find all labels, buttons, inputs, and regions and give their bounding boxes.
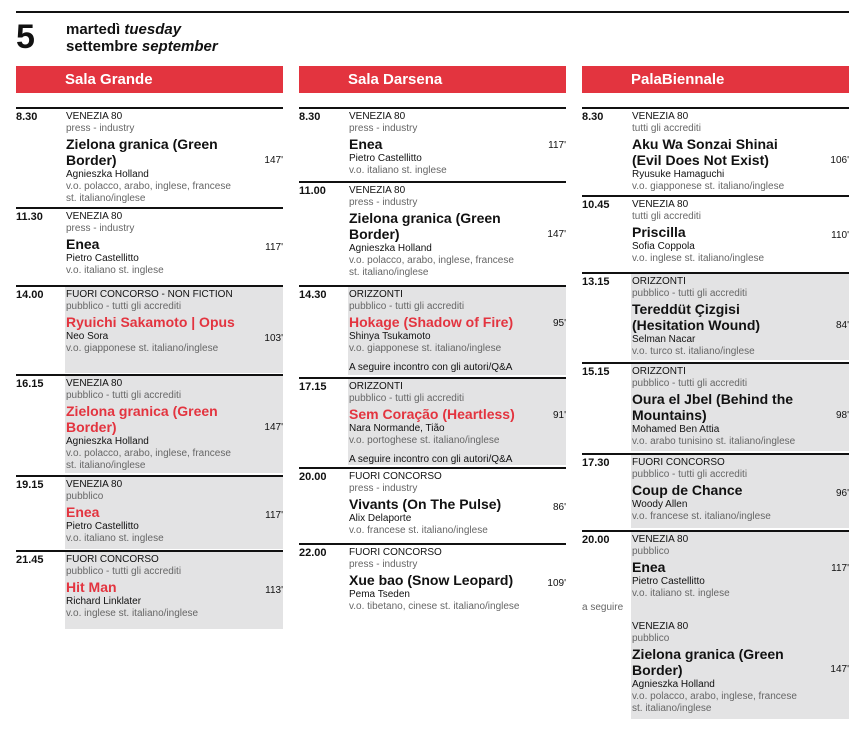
section-label: ORIZZONTI bbox=[349, 381, 403, 392]
qa-note: A seguire incontro con gli autori/Q&A bbox=[349, 362, 513, 373]
duration: 117' bbox=[265, 510, 283, 521]
subtitle-info: st. italiano/inglese bbox=[349, 267, 429, 278]
film-title: Enea bbox=[66, 504, 100, 520]
screening-time: 11.30 bbox=[16, 211, 43, 223]
access-label: press - industry bbox=[66, 223, 135, 234]
duration: 117' bbox=[831, 563, 849, 574]
section-label: VENEZIA 80 bbox=[632, 199, 689, 210]
screening-time: 14.00 bbox=[16, 289, 44, 301]
access-label: press - industry bbox=[349, 483, 418, 494]
language-info: v.o. giapponese st. italiano/inglese bbox=[632, 181, 785, 192]
access-label: pubblico - tutti gli accrediti bbox=[632, 378, 748, 389]
section-label: VENEZIA 80 bbox=[66, 378, 123, 389]
language-info: v.o. tibetano, cinese st. italiano/inglese bbox=[349, 601, 520, 612]
subtitle-info: st. italiano/inglese bbox=[66, 460, 146, 471]
language-info: v.o. francese st. italiano/inglese bbox=[632, 511, 771, 522]
duration: 84' bbox=[835, 320, 849, 331]
duration: 147' bbox=[830, 664, 849, 675]
section-label: VENEZIA 80 bbox=[66, 111, 123, 122]
screening-slot[interactable] bbox=[582, 453, 849, 528]
duration: 86' bbox=[552, 502, 566, 513]
duration: 147' bbox=[264, 422, 283, 433]
director: Agnieszka Holland bbox=[632, 679, 715, 690]
section-label: FUORI CONCORSO bbox=[349, 547, 442, 558]
screening-time: 19.15 bbox=[16, 479, 44, 491]
director: Woody Allen bbox=[632, 499, 688, 510]
screening-slot[interactable] bbox=[16, 374, 283, 473]
screening-slot[interactable] bbox=[299, 107, 566, 179]
director: Agnieszka Holland bbox=[349, 243, 432, 254]
screening-time: 21.45 bbox=[16, 554, 44, 566]
month-line: settembre september bbox=[66, 38, 218, 55]
duration: 98' bbox=[835, 410, 849, 421]
film-title: Enea bbox=[349, 136, 383, 152]
film-title: Tereddüt Çizgisi (Hesitation Wound) bbox=[632, 301, 761, 333]
screening-slot-double[interactable] bbox=[582, 530, 849, 719]
screening-time: 10.45 bbox=[582, 199, 610, 211]
director: Selman Nacar bbox=[632, 334, 696, 345]
film-title: Xue bao (Snow Leopard) bbox=[349, 572, 514, 588]
access-label: pubblico bbox=[632, 633, 670, 644]
screening-time: 15.15 bbox=[582, 366, 610, 378]
screening-time: 13.15 bbox=[582, 276, 610, 288]
director: Neo Sora bbox=[66, 331, 109, 342]
screening-slot[interactable] bbox=[299, 543, 566, 617]
film-title: Hokage (Shadow of Fire) bbox=[349, 314, 514, 330]
access-label: tutti gli accrediti bbox=[632, 211, 701, 222]
director: Alix Delaporte bbox=[349, 513, 412, 524]
film-title: Enea bbox=[632, 559, 666, 575]
section-label: VENEZIA 80 bbox=[66, 479, 123, 490]
duration: 117' bbox=[265, 242, 283, 253]
screening-time: 22.00 bbox=[299, 547, 327, 559]
director: Agnieszka Holland bbox=[66, 169, 149, 180]
language-info: v.o. giapponese st. italiano/inglese bbox=[66, 343, 219, 354]
screening-slot[interactable] bbox=[582, 195, 849, 270]
venue-column-sala-grande bbox=[16, 66, 283, 746]
screening-time: 8.30 bbox=[16, 111, 38, 123]
director: Pietro Castellitto bbox=[66, 521, 139, 532]
venue-header: Sala Darsena bbox=[299, 66, 566, 93]
screening-time: 20.00 bbox=[582, 534, 610, 546]
duration: 103' bbox=[264, 333, 283, 344]
access-label: pubblico - tutti gli accrediti bbox=[66, 566, 182, 577]
access-label: press - industry bbox=[349, 197, 418, 208]
film-title: Priscilla bbox=[632, 224, 686, 240]
access-label: pubblico bbox=[66, 491, 104, 502]
film-title: Coup de Chance bbox=[632, 482, 743, 498]
language-info: v.o. polacco, arabo, inglese, francese bbox=[349, 255, 514, 266]
screening-slot[interactable] bbox=[299, 285, 566, 375]
subtitle-info: st. italiano/inglese bbox=[632, 703, 712, 714]
access-label: pubblico - tutti gli accrediti bbox=[349, 301, 465, 312]
screening-slot[interactable] bbox=[16, 207, 283, 283]
screening-slot[interactable] bbox=[299, 181, 566, 285]
section-label: FUORI CONCORSO bbox=[632, 457, 725, 468]
director: Mohamed Ben Attia bbox=[632, 424, 720, 435]
section-label: VENEZIA 80 bbox=[349, 185, 406, 196]
director: Richard Linklater bbox=[66, 596, 142, 607]
screening-slot[interactable] bbox=[16, 285, 283, 373]
language-info: v.o. polacco, arabo, inglese, francese bbox=[632, 691, 797, 702]
language-info: v.o. turco st. italiano/inglese bbox=[632, 346, 755, 357]
language-info: v.o. italiano st. inglese bbox=[66, 265, 164, 276]
duration: 147' bbox=[264, 155, 283, 166]
language-info: v.o. inglese st. italiano/inglese bbox=[632, 253, 765, 264]
section-label: VENEZIA 80 bbox=[349, 111, 406, 122]
film-title: Enea bbox=[66, 236, 100, 252]
section-label: ORIZZONTI bbox=[349, 289, 403, 300]
section-label: VENEZIA 80 bbox=[632, 534, 689, 545]
screening-slot[interactable] bbox=[299, 467, 566, 541]
language-info: v.o. polacco, arabo, inglese, francese bbox=[66, 448, 231, 459]
director: Pietro Castellitto bbox=[632, 576, 705, 587]
section-label: VENEZIA 80 bbox=[632, 621, 689, 632]
film-title: Sem Coração (Heartless) bbox=[349, 406, 515, 422]
section-label: ORIZZONTI bbox=[632, 366, 686, 377]
screening-time: 8.30 bbox=[299, 111, 321, 123]
top-rule bbox=[16, 11, 849, 13]
film-title: Vivants (On The Pulse) bbox=[349, 496, 502, 512]
screening-time: 11.00 bbox=[299, 185, 326, 197]
duration: 95' bbox=[552, 318, 566, 329]
duration: 147' bbox=[547, 229, 566, 240]
director: Pietro Castellitto bbox=[349, 153, 422, 164]
screening-slot[interactable] bbox=[16, 475, 283, 549]
duration: 113' bbox=[265, 585, 283, 596]
film-title: Ryuichi Sakamoto | Opus bbox=[66, 314, 235, 330]
access-label: pubblico - tutti gli accrediti bbox=[66, 301, 182, 312]
director: Pema Tseden bbox=[349, 589, 410, 600]
venue-header: Sala Grande bbox=[16, 66, 283, 93]
director: Ryusuke Hamaguchi bbox=[632, 169, 725, 180]
a-seguire-label: a seguire bbox=[582, 602, 624, 613]
director: Agnieszka Holland bbox=[66, 436, 149, 447]
duration: 109' bbox=[547, 578, 566, 589]
language-info: v.o. inglese st. italiano/inglese bbox=[66, 608, 199, 619]
access-label: pubblico - tutti gli accrediti bbox=[632, 288, 748, 299]
film-title: Zielona granica (Green Border) bbox=[349, 210, 501, 242]
access-label: pubblico - tutti gli accrediti bbox=[349, 393, 465, 404]
director: Shinya Tsukamoto bbox=[349, 331, 431, 342]
access-label: press - industry bbox=[349, 559, 418, 570]
access-label: pubblico - tutti gli accrediti bbox=[66, 390, 182, 401]
language-info: v.o. giapponese st. italiano/inglese bbox=[349, 343, 502, 354]
film-title: Hit Man bbox=[66, 579, 117, 595]
director: Sofia Coppola bbox=[632, 241, 695, 252]
subtitle-info: st. italiano/inglese bbox=[66, 193, 146, 204]
film-title: Zielona granica (Green Border) bbox=[66, 136, 218, 168]
section-label: ORIZZONTI bbox=[632, 276, 686, 287]
access-label: pubblico bbox=[632, 546, 670, 557]
screening-time: 14.30 bbox=[299, 289, 327, 301]
duration: 106' bbox=[830, 155, 849, 166]
section-label: VENEZIA 80 bbox=[632, 111, 689, 122]
venue-header: PalaBiennale bbox=[582, 66, 849, 93]
film-title: Aku Wa Sonzai Shinai (Evil Does Not Exist) bbox=[632, 136, 778, 168]
language-info: v.o. italiano st. inglese bbox=[66, 533, 164, 544]
screening-time: 8.30 bbox=[582, 111, 604, 123]
section-label: VENEZIA 80 bbox=[66, 211, 123, 222]
screening-slot[interactable] bbox=[582, 272, 849, 360]
duration: 117' bbox=[548, 140, 566, 151]
screening-time: 16.15 bbox=[16, 378, 44, 390]
language-info: v.o. italiano st. inglese bbox=[632, 588, 730, 599]
qa-note: A seguire incontro con gli autori/Q&A bbox=[349, 454, 513, 465]
duration: 96' bbox=[835, 488, 849, 499]
screening-slot[interactable] bbox=[582, 362, 849, 451]
day-number: 5 bbox=[16, 18, 34, 56]
language-info: v.o. francese st. italiano/inglese bbox=[349, 525, 488, 536]
section-label: FUORI CONCORSO - NON FICTION bbox=[66, 289, 233, 300]
language-info: v.o. arabo tunisino st. italiano/inglese bbox=[632, 436, 796, 447]
access-label: tutti gli accrediti bbox=[632, 123, 701, 134]
language-info: v.o. polacco, arabo, inglese, francese bbox=[66, 181, 231, 192]
venue-column-palabiennale bbox=[582, 66, 849, 746]
language-info: v.o. portoghese st. italiano/inglese bbox=[349, 435, 500, 446]
access-label: press - industry bbox=[66, 123, 135, 134]
screening-slot[interactable] bbox=[16, 107, 283, 205]
director: Pietro Castellitto bbox=[66, 253, 139, 264]
screening-slot[interactable] bbox=[16, 550, 283, 629]
section-label: FUORI CONCORSO bbox=[66, 554, 159, 565]
screening-slot[interactable] bbox=[582, 107, 849, 193]
venue-column-sala-darsena bbox=[299, 66, 566, 746]
screening-time: 17.30 bbox=[582, 457, 610, 469]
weekday-line: martedì tuesday bbox=[66, 21, 182, 38]
screening-time: 20.00 bbox=[299, 471, 327, 483]
screening-slot[interactable] bbox=[299, 377, 566, 465]
second-screening bbox=[632, 621, 849, 715]
access-label: pubblico - tutti gli accrediti bbox=[632, 469, 748, 480]
director: Nara Normande, Tião bbox=[349, 423, 445, 434]
language-info: v.o. italiano st. inglese bbox=[349, 165, 447, 176]
section-label: FUORI CONCORSO bbox=[349, 471, 442, 482]
film-title: Oura el Jbel (Behind the Mountains) bbox=[632, 391, 794, 423]
duration: 91' bbox=[552, 410, 566, 421]
access-label: press - industry bbox=[349, 123, 418, 134]
duration: 110' bbox=[831, 230, 849, 241]
screening-time: 17.15 bbox=[299, 381, 327, 393]
film-title: Zielona granica (Green Border) bbox=[632, 646, 784, 678]
film-title: Zielona granica (Green Border) bbox=[66, 403, 218, 435]
